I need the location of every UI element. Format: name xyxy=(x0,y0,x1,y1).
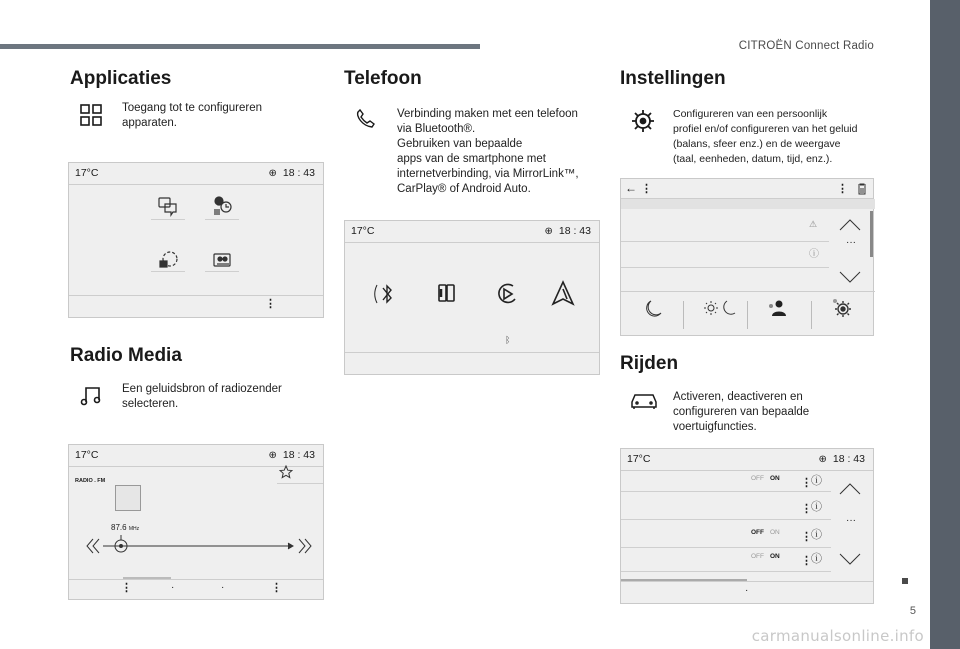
side-tab xyxy=(930,0,960,649)
gps-icon: ⊕ xyxy=(544,226,553,237)
radio-media-screen xyxy=(68,444,324,600)
station-art xyxy=(115,485,141,511)
status-bar xyxy=(345,221,599,243)
toggle-switch[interactable]: OFF ON xyxy=(751,553,780,560)
menu-dots-icon[interactable]: ⋮ xyxy=(837,183,847,195)
trash-icon[interactable] xyxy=(857,183,867,195)
status-bar xyxy=(621,449,873,471)
radio-media-title: Radio Media xyxy=(70,345,182,366)
bluetooth-icon[interactable] xyxy=(373,281,401,307)
more-icon[interactable]: ··· xyxy=(846,515,856,526)
page-number: 5 xyxy=(909,605,916,617)
brand-label: CITROËN Connect Radio xyxy=(738,40,874,52)
star-icon[interactable] xyxy=(279,465,293,479)
menu-dots-icon[interactable]: ⋮ xyxy=(121,582,131,594)
more-icon[interactable]: ··· xyxy=(846,237,856,248)
car-icon xyxy=(630,392,658,410)
temperature: 17°C xyxy=(351,225,375,237)
settings-header-bar xyxy=(621,179,873,199)
page-dot: · xyxy=(745,585,749,596)
phone-icon xyxy=(354,108,376,130)
menu-dots-icon[interactable]: ⋮ xyxy=(801,531,811,543)
frequency-slider[interactable] xyxy=(83,533,315,559)
telefoon-footer xyxy=(345,335,599,376)
back-arrow-icon[interactable]: ← xyxy=(625,181,637,195)
android-auto-icon[interactable] xyxy=(549,279,577,307)
applicaties-footer xyxy=(69,295,323,319)
gear-icon xyxy=(630,108,656,134)
scrollbar[interactable] xyxy=(870,211,873,257)
mirrorlink-icon[interactable] xyxy=(433,281,461,307)
radio-band: RADIO . FM xyxy=(75,478,106,484)
chevron-down-icon[interactable] xyxy=(839,553,861,565)
page-marker xyxy=(902,578,908,584)
menu-dots-icon[interactable]: ⋮ xyxy=(265,298,275,310)
music-note-icon xyxy=(80,384,102,406)
toggle-switch[interactable]: OFF ON xyxy=(751,529,780,536)
top-rule xyxy=(0,44,480,49)
instellingen-screen xyxy=(620,178,874,336)
temperature: 17°C xyxy=(627,453,651,465)
frequency-readout: 87.6 MHz xyxy=(111,523,140,532)
menu-dots-icon[interactable]: ⋮ xyxy=(801,555,811,567)
contacts-app-icon[interactable] xyxy=(211,249,233,271)
page-dot: · xyxy=(171,582,175,593)
telefoon-title: Telefoon xyxy=(344,68,422,89)
brightness-icon[interactable] xyxy=(703,299,737,317)
radio-media-description: Een geluidsbron of radiozender selecteren. xyxy=(122,383,282,410)
temperature: 17°C xyxy=(75,167,99,179)
carplay-icon[interactable] xyxy=(493,281,521,307)
menu-dots-icon[interactable]: ⋮ xyxy=(641,183,651,195)
rijden-description: Activeren, deactiveren en configureren van bepaalde voertuigfuncties. xyxy=(673,391,810,433)
instellingen-title: Instellingen xyxy=(620,68,726,89)
applicaties-description: Toegang tot te configureren apparaten. xyxy=(122,102,263,129)
status-bar xyxy=(69,163,323,185)
chevron-up-icon[interactable] xyxy=(839,483,861,495)
clock: 18 : 43 xyxy=(282,449,315,461)
rijden-title: Rijden xyxy=(620,353,679,374)
chevron-up-icon[interactable] xyxy=(839,219,861,231)
info-icon[interactable]: ⓘ xyxy=(811,553,822,565)
watermark: carmanualsonline.info xyxy=(751,627,924,645)
menu-dots-icon[interactable]: ⋮ xyxy=(801,503,811,515)
warning-icon: ⚠ xyxy=(809,219,818,229)
menu-dots-icon[interactable]: ⋮ xyxy=(801,477,811,489)
clock: 18 : 43 xyxy=(832,453,865,465)
messages-app-icon[interactable] xyxy=(157,195,179,217)
status-bar xyxy=(69,445,323,467)
info-icon[interactable]: ⓘ xyxy=(811,475,822,487)
gps-icon: ⊕ xyxy=(818,454,827,465)
temperature: 17°C xyxy=(75,449,99,461)
rijden-footer xyxy=(621,581,873,605)
energy-app-icon[interactable] xyxy=(211,195,233,217)
applicaties-screen xyxy=(68,162,324,318)
page-dot: · xyxy=(221,582,225,593)
info-icon[interactable]: ⓘ xyxy=(811,529,822,541)
chevron-down-icon[interactable] xyxy=(839,271,861,283)
settings-gear-icon[interactable] xyxy=(831,297,853,319)
radio-footer xyxy=(69,579,323,601)
telefoon-screen xyxy=(344,220,600,375)
profile-icon[interactable] xyxy=(767,299,787,317)
bluetooth-status-icon: ᛒ xyxy=(505,335,511,345)
instellingen-description: Configureren van een persoonlijk profiel en/of configureren van het geluid (balans, sfeer enz.) en de weergave (taal, eenheden, datum, tijd, enz.). xyxy=(673,108,858,165)
toggle-switch[interactable]: OFF ON xyxy=(751,475,780,482)
night-mode-icon[interactable] xyxy=(643,299,665,317)
connected-services-icon[interactable] xyxy=(157,249,179,271)
clock: 18 : 43 xyxy=(282,167,315,179)
rijden-screen xyxy=(620,448,874,604)
gps-icon: ⊕ xyxy=(268,168,277,179)
applicaties-title: Applicaties xyxy=(70,68,172,89)
telefoon-description: Verbinding maken met een telefoon via Bluetooth®. Gebruiken van bepaalde apps van de smartphone met internetverbinding, via MirrorLink™, CarPlay® of Android Auto. xyxy=(397,108,579,195)
clock: 18 : 43 xyxy=(558,225,591,237)
info-icon[interactable]: ⓘ xyxy=(809,249,819,260)
gps-icon: ⊕ xyxy=(268,450,277,461)
menu-dots-icon[interactable]: ⋮ xyxy=(271,582,281,594)
info-icon[interactable]: ⓘ xyxy=(811,501,822,513)
profile-band xyxy=(621,199,875,209)
grid-icon xyxy=(80,104,102,126)
